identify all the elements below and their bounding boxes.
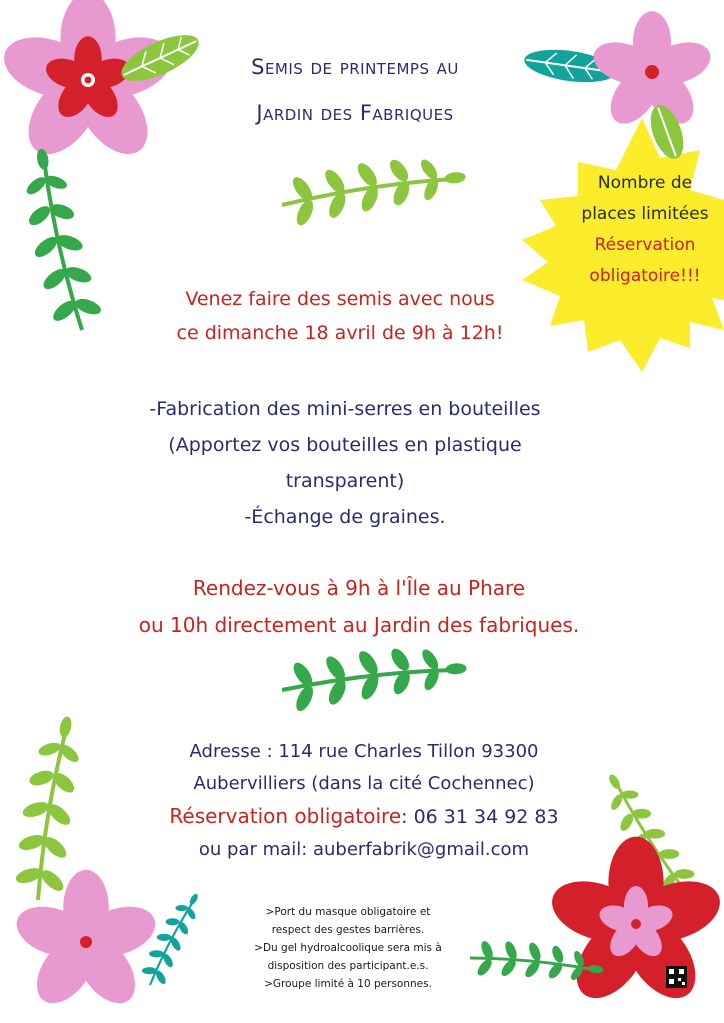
green-branch-icon-2 — [280, 642, 469, 714]
note-line-1: >Port du masque obligatoire et — [265, 906, 431, 918]
limited-places-badge — [560, 168, 724, 292]
invite-text — [0, 282, 680, 350]
badge-line-1: Nombre de — [597, 173, 693, 193]
meeting-line-1: Rendez-vous à 9h à l'Île au Phare — [192, 576, 526, 600]
green-branch-icon — [278, 150, 468, 229]
bottom-pink-flower-icon — [10, 870, 161, 1014]
address-line-1: Adresse : 114 rue Charles Tillon 93300 — [189, 741, 539, 762]
title-line-2: Jardin des Fabriques — [256, 101, 454, 125]
invite-line-2: ce dimanche 18 avril de 9h à 12h! — [176, 322, 504, 344]
title-line-1: Semis de printemps au — [251, 55, 459, 79]
page-title — [150, 44, 560, 136]
note-line-5: >Groupe limité à 10 personnes. — [264, 978, 432, 990]
reservation-phone: : 06 31 34 92 83 — [401, 806, 559, 828]
contact-info — [0, 736, 724, 866]
activity-line-4: -Échange de graines. — [244, 506, 446, 528]
activities-list — [0, 391, 690, 535]
address-line-2: Aubervilliers (dans la cité Cochennec) — [193, 773, 535, 794]
badge-line-2: places limitées — [581, 204, 709, 224]
activity-line-3: transparent) — [285, 470, 405, 492]
reservation-label: Réservation obligatoire — [169, 804, 402, 828]
note-line-3: >Du gel hydroalcoolique sera mis à — [254, 942, 442, 954]
badge-line-4: obligatoire!!! — [589, 266, 701, 286]
reservation-line — [0, 800, 724, 834]
qr-code-icon — [666, 966, 687, 988]
meeting-info — [0, 570, 718, 644]
note-line-2: respect des gestes barrières. — [271, 924, 425, 936]
note-line-4: disposition des participant.e.s. — [267, 960, 429, 972]
activity-line-2: (Apportez vos bouteilles en plastique — [168, 434, 522, 456]
safety-notes — [240, 903, 456, 993]
invite-line-1: Venez faire des semis avec nous — [185, 288, 495, 310]
email-line: ou par mail: auberfabrik@gmail.com — [198, 839, 530, 860]
badge-line-3: Réservation — [594, 235, 696, 255]
meeting-line-2: ou 10h directement au Jardin des fabriques. — [138, 613, 580, 637]
activity-line-1: -Fabrication des mini-serres en bouteilles — [149, 398, 541, 420]
